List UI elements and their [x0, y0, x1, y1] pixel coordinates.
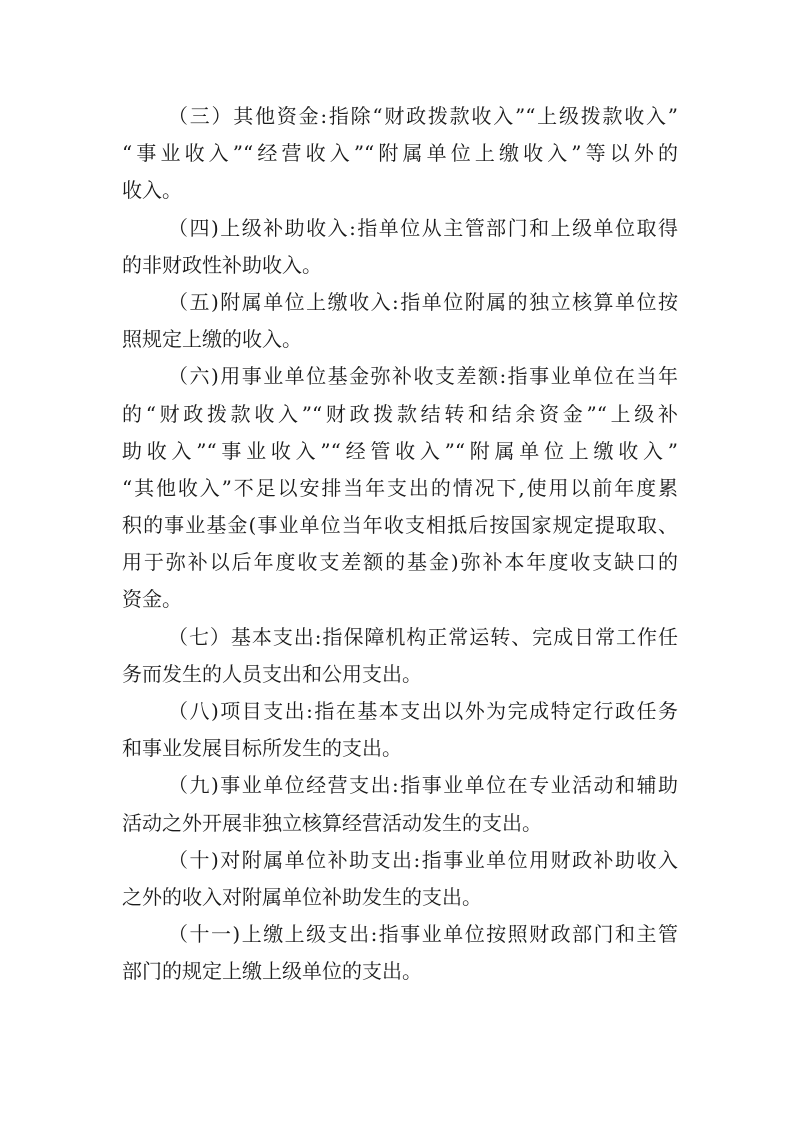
para-3-line-1: （三）其他资金:指除“财政拨款收入”“上级拨款收入”	[168, 104, 678, 128]
para-6-line-2: 的“财政拨款收入”“财政拨款结转和结余资金”“上级补	[122, 401, 678, 426]
para-5-line-2: 照规定上缴的收入。	[122, 327, 302, 352]
para-11-line-1: （十一)上缴上级支出:指事业单位按照财政部门和主管	[168, 922, 678, 947]
para-8-line-2: 和事业发展目标所发生的支出。	[122, 736, 402, 761]
para-5-line-1: （五)附属单位上缴收入:指单位附属的独立核算单位按	[168, 289, 678, 314]
para-4-line-1: （四)上级补助收入:指单位从主管部门和上级单位取得	[168, 215, 678, 240]
para-6-line-5: 积的事业基金(事业单位当年收支相抵后按国家规定提取取、	[122, 513, 678, 538]
document-body	[122, 98, 678, 991]
para-9-line-1: （九)事业单位经营支出:指事业单位在专业活动和辅助	[168, 773, 678, 798]
para-6-line-4: “其他收入”不足以安排当年支出的情况下,使用以前年度累	[122, 475, 678, 500]
para-7-line-2: 务而发生的人员支出和公用支出。	[122, 661, 422, 686]
para-10-line-1: （十)对附属单位补助支出:指事业单位用财政补助收入	[168, 847, 678, 872]
para-3-line-3: 收入。	[122, 178, 182, 203]
para-6-line-1: （六)用事业单位基金弥补收支差额:指事业单位在当年	[168, 364, 678, 389]
para-7-line-1: （七）基本支出:指保障机构正常运转、完成日常工作任	[168, 624, 678, 649]
para-6-line-7: 资金。	[122, 587, 182, 612]
para-4-line-2: 的非财政性补助收入。	[122, 252, 322, 277]
para-9-line-2: 活动之外开展非独立核算经营活动发生的支出。	[122, 810, 542, 835]
para-11-line-2: 部门的规定上缴上级单位的支出。	[122, 959, 422, 984]
para-3-line-2: “事业收入”“经营收入”“附属单位上缴收入”等以外的	[122, 141, 678, 166]
para-10-line-2: 之外的收入对附属单位补助发生的支出。	[122, 884, 482, 909]
para-6-line-6: 用于弥补以后年度收支差额的基金)弥补本年度收支缺口的	[122, 550, 678, 575]
para-8-line-1: （八)项目支出:指在基本支出以外为完成特定行政任务	[168, 699, 678, 723]
para-6-line-3: 助收入”“事业收入”“经管收入”“附属单位上缴收入”	[122, 438, 678, 463]
